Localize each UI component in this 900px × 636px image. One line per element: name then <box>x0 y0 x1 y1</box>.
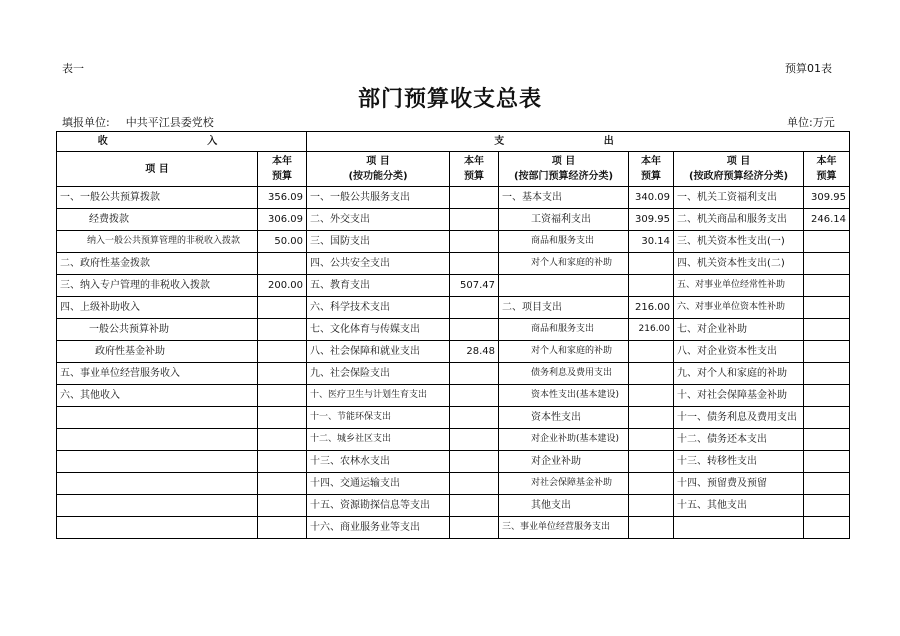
gov-item: 八、对企业资本性支出 <box>674 341 804 363</box>
func-item: 一、一般公共服务支出 <box>307 187 450 209</box>
dept-budget: 340.09 <box>629 187 674 209</box>
col-header-dept: 项 目 (按部门预算经济分类) <box>499 152 629 187</box>
income-budget: 306.09 <box>258 209 307 231</box>
col-header-gov: 项 目 (按政府预算经济分类) <box>674 152 804 187</box>
dept-item: 工资福利支出 <box>499 209 629 231</box>
income-item: 二、政府性基金拨款 <box>57 253 258 275</box>
gov-budget <box>804 517 850 539</box>
income-item: 政府性基金补助 <box>57 341 258 363</box>
func-item: 九、社会保险支出 <box>307 363 450 385</box>
income-item: 三、纳入专户管理的非税收入拨款 <box>57 275 258 297</box>
func-budget <box>450 407 499 429</box>
income-budget: 50.00 <box>258 231 307 253</box>
func-item: 二、外交支出 <box>307 209 450 231</box>
filler-line <box>62 114 230 130</box>
income-item: 五、事业单位经营服务收入 <box>57 363 258 385</box>
func-item: 十六、商业服务业等支出 <box>307 517 450 539</box>
income-budget <box>258 385 307 407</box>
col-header-budget: 本年 预算 <box>629 152 674 187</box>
gov-budget <box>804 297 850 319</box>
func-budget <box>450 187 499 209</box>
page-title: 部门预算收支总表 <box>357 87 542 112</box>
dept-item: 对个人和家庭的补助 <box>499 341 629 363</box>
dept-budget <box>629 451 674 473</box>
dept-item: 商品和服务支出 <box>499 319 629 341</box>
income-budget <box>258 253 307 275</box>
func-item: 六、科学技术支出 <box>307 297 450 319</box>
gov-item: 十一、债务利息及费用支出 <box>674 407 804 429</box>
income-item: 一般公共预算补助 <box>57 319 258 341</box>
dept-budget <box>629 363 674 385</box>
func-budget <box>450 473 499 495</box>
func-item: 七、文化体育与传媒支出 <box>307 319 450 341</box>
func-budget: 28.48 <box>450 341 499 363</box>
gov-budget <box>804 275 850 297</box>
table-row <box>57 429 850 451</box>
filler-label: 填报单位: <box>62 116 110 129</box>
dept-budget <box>629 473 674 495</box>
table-row <box>57 517 850 539</box>
income-budget <box>258 407 307 429</box>
income-item <box>57 517 258 539</box>
gov-budget <box>804 319 850 341</box>
table-row <box>57 209 850 231</box>
income-item: 六、其他收入 <box>57 385 258 407</box>
income-budget: 356.09 <box>258 187 307 209</box>
dept-budget <box>629 407 674 429</box>
gov-item: 六、对事业单位资本性补助 <box>674 297 804 319</box>
dept-item: 对社会保障基金补助 <box>499 473 629 495</box>
table-row <box>57 319 850 341</box>
dept-budget <box>629 341 674 363</box>
income-budget <box>258 341 307 363</box>
table-row <box>57 363 850 385</box>
expense-header: 支 出 <box>307 132 850 152</box>
func-item: 八、社会保障和就业支出 <box>307 341 450 363</box>
func-budget <box>450 319 499 341</box>
income-budget: 200.00 <box>258 275 307 297</box>
gov-budget <box>804 341 850 363</box>
income-budget <box>258 451 307 473</box>
table-number-label: 表一 <box>62 62 84 75</box>
func-item: 十二、城乡社区支出 <box>307 429 450 451</box>
func-budget: 507.47 <box>450 275 499 297</box>
table-row <box>57 385 850 407</box>
dept-budget <box>629 429 674 451</box>
table-row <box>57 495 850 517</box>
table-row <box>57 407 850 429</box>
func-budget <box>450 517 499 539</box>
dept-budget: 216.00 <box>629 319 674 341</box>
dept-item: 其他支出 <box>499 495 629 517</box>
col-header-budget: 本年 预算 <box>450 152 499 187</box>
gov-budget <box>804 407 850 429</box>
income-budget <box>258 319 307 341</box>
func-budget <box>450 363 499 385</box>
income-budget <box>258 297 307 319</box>
income-budget <box>258 517 307 539</box>
table-code-label: 预算01表 <box>785 62 832 75</box>
dept-item <box>499 275 629 297</box>
func-budget <box>450 385 499 407</box>
income-budget <box>258 495 307 517</box>
func-budget <box>450 231 499 253</box>
func-budget <box>450 451 499 473</box>
dept-item: 对企业补助(基本建设) <box>499 429 629 451</box>
func-item: 五、教育支出 <box>307 275 450 297</box>
dept-item: 对企业补助 <box>499 451 629 473</box>
dept-item: 三、事业单位经营服务支出 <box>499 517 629 539</box>
gov-budget <box>804 429 850 451</box>
gov-item: 十、对社会保障基金补助 <box>674 385 804 407</box>
income-item <box>57 473 258 495</box>
income-item <box>57 451 258 473</box>
gov-item: 二、机关商品和服务支出 <box>674 209 804 231</box>
col-header-item: 项 目 <box>57 152 258 187</box>
func-item: 十五、资源勘探信息等支出 <box>307 495 450 517</box>
gov-budget <box>804 495 850 517</box>
income-item <box>57 495 258 517</box>
income-item: 一、一般公共预算拨款 <box>57 187 258 209</box>
gov-item: 九、对个人和家庭的补助 <box>674 363 804 385</box>
func-item: 三、国防支出 <box>307 231 450 253</box>
income-item: 纳入一般公共预算管理的非税收入拨款 <box>57 231 258 253</box>
dept-budget <box>629 253 674 275</box>
col-header-budget: 本年 预算 <box>804 152 850 187</box>
gov-budget <box>804 253 850 275</box>
gov-item: 七、对企业补助 <box>674 319 804 341</box>
dept-budget <box>629 275 674 297</box>
dept-item: 二、项目支出 <box>499 297 629 319</box>
income-item <box>57 429 258 451</box>
gov-item: 十四、预留费及预留 <box>674 473 804 495</box>
func-item: 十三、农林水支出 <box>307 451 450 473</box>
section-header-row <box>57 132 850 152</box>
gov-item: 四、机关资本性支出(二) <box>674 253 804 275</box>
func-item: 四、公共安全支出 <box>307 253 450 275</box>
gov-budget <box>804 363 850 385</box>
table-row <box>57 341 850 363</box>
column-header-row <box>57 152 850 187</box>
gov-item: 五、对事业单位经常性补助 <box>674 275 804 297</box>
gov-budget <box>804 451 850 473</box>
table-row <box>57 451 850 473</box>
table-row <box>57 473 850 495</box>
func-item: 十一、节能环保支出 <box>307 407 450 429</box>
gov-item <box>674 517 804 539</box>
func-budget <box>450 253 499 275</box>
gov-budget <box>804 231 850 253</box>
income-budget <box>258 473 307 495</box>
income-item: 四、上级补助收入 <box>57 297 258 319</box>
gov-budget: 309.95 <box>804 187 850 209</box>
gov-item: 十三、转移性支出 <box>674 451 804 473</box>
gov-item: 十二、债务还本支出 <box>674 429 804 451</box>
dept-item: 债务利息及费用支出 <box>499 363 629 385</box>
table-row <box>57 231 850 253</box>
dept-item: 商品和服务支出 <box>499 231 629 253</box>
income-header: 收 入 <box>57 132 307 152</box>
dept-item: 对个人和家庭的补助 <box>499 253 629 275</box>
func-item: 十、医疗卫生与计划生育支出 <box>307 385 450 407</box>
gov-budget: 246.14 <box>804 209 850 231</box>
func-item: 十四、交通运输支出 <box>307 473 450 495</box>
gov-item: 一、机关工资福利支出 <box>674 187 804 209</box>
col-header-func: 项 目 (按功能分类) <box>307 152 450 187</box>
dept-budget: 30.14 <box>629 231 674 253</box>
gov-item: 三、机关资本性支出(一) <box>674 231 804 253</box>
dept-budget: 309.95 <box>629 209 674 231</box>
table-row <box>57 297 850 319</box>
dept-item: 一、基本支出 <box>499 187 629 209</box>
dept-item: 资本性支出 <box>499 407 629 429</box>
table-row <box>57 253 850 275</box>
income-budget <box>258 363 307 385</box>
unit-label: 单位:万元 <box>787 116 835 129</box>
gov-item: 十五、其他支出 <box>674 495 804 517</box>
gov-budget <box>804 473 850 495</box>
dept-budget <box>629 385 674 407</box>
budget-table <box>56 131 850 539</box>
func-budget <box>450 209 499 231</box>
income-item: 经费拨款 <box>57 209 258 231</box>
income-budget <box>258 429 307 451</box>
dept-item: 资本性支出(基本建设) <box>499 385 629 407</box>
func-budget <box>450 297 499 319</box>
dept-budget <box>629 517 674 539</box>
dept-budget: 216.00 <box>629 297 674 319</box>
filler-value: 中共平江县委党校 <box>125 116 214 129</box>
col-header-budget: 本年 预算 <box>258 152 307 187</box>
table-row <box>57 275 850 297</box>
income-item <box>57 407 258 429</box>
table-row <box>57 187 850 209</box>
func-budget <box>450 495 499 517</box>
gov-budget <box>804 385 850 407</box>
dept-budget <box>629 495 674 517</box>
func-budget <box>450 429 499 451</box>
